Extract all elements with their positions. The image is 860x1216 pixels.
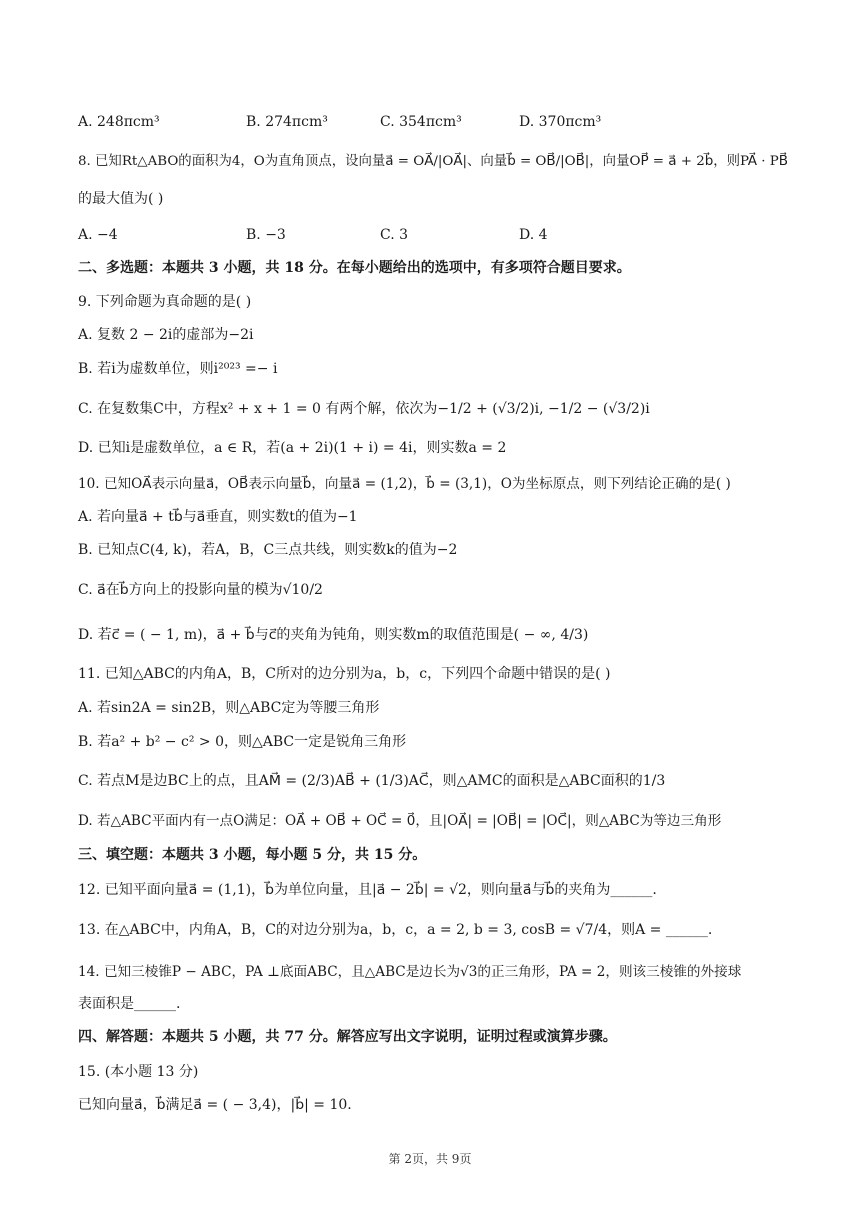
q7-option-b: B. 274πcm³: [246, 114, 328, 130]
q9-option-d: D. 已知i是虚数单位，a ∈ R，若(a + 2i)(1 + i) = 4i，则实数a = 2: [78, 440, 507, 456]
q8-stem-line2: 的最大值为( ): [78, 191, 164, 207]
q11-option-c: C. 若点M是边BC上的点，且AM⃗ = (2/3)AB⃗ + (1/3)AC⃗，则△AMC的面积是△ABC面积的1/3: [78, 773, 666, 789]
q8-option-c: C. 3: [380, 227, 409, 243]
section-4-heading: 四、解答题：本题共 5 小题，共 77 分。解答应写出文字说明，证明过程或演算步骤。: [78, 1029, 617, 1045]
q10-option-b: B. 已知点C(4, k)，若A，B，C三点共线，则实数k的值为−2: [78, 542, 458, 558]
q11-stem: 11. 已知△ABC的内角A，B，C所对的边分别为a，b，c，下列四个命题中错误的是( ): [78, 666, 611, 682]
q7-option-c: C. 354πcm³: [380, 114, 462, 130]
section-3-heading: 三、填空题：本题共 3 小题，每小题 5 分，共 15 分。: [78, 847, 427, 863]
page-footer: 第 2页，共 9页: [388, 1152, 472, 1166]
q11-option-b: B. 若a² + b² − c² > 0，则△ABC一定是锐角三角形: [78, 734, 407, 750]
q10-option-d: D. 若c⃗ = ( − 1, m)，a⃗ + b⃗与c⃗的夹角为钝角，则实数m的取值范围是( − ∞, 4/3): [78, 627, 589, 643]
q10-stem: 10. 已知OA⃗表示向量a⃗，OB⃗表示向量b⃗，向量a⃗ = (1,2)，b⃗ = (3,1)，O为坐标原点，则下列结论正确的是( ): [78, 476, 731, 492]
q11-option-d: D. 若△ABC平面内有一点O满足：OA⃗ + OB⃗ + OC⃗ = 0⃗，且|OA⃗| = |OB⃗| = |OC⃗|，则△ABC为等边三角形: [78, 813, 722, 829]
q12-stem: 12. 已知平面向量a⃗ = (1,1)，b⃗为单位向量，且|a⃗ − 2b⃗| = √2，则向量a⃗与b⃗的夹角为______.: [78, 882, 657, 898]
q9-stem: 9. 下列命题为真命题的是( ): [78, 294, 252, 310]
q7-option-a: A. 248πcm³: [78, 114, 160, 130]
section-2-heading: 二、多选题：本题共 3 小题，共 18 分。在每小题给出的选项中，有多项符合题目要求。: [78, 260, 631, 276]
q8-stem-line1: 8. 已知Rt△ABO的面积为4，O为直角顶点，设向量a⃗ = OA⃗/|OA⃗|、向量b⃗ = OB⃗/|OB⃗|，向量OP⃗ = a⃗ + 2b⃗，则PA⃗ · PB⃗: [78, 154, 788, 169]
q8-option-d: D. 4: [519, 227, 548, 243]
q15-stem: 已知向量a⃗，b⃗满足a⃗ = ( − 3,4)，|b⃗| = 10.: [78, 1097, 352, 1113]
q10-option-c: C. a⃗在b⃗方向上的投影向量的模为√10/2: [78, 582, 323, 598]
q8-option-a: A. −4: [78, 227, 118, 243]
q9-option-c: C. 在复数集C中，方程x² + x + 1 = 0 有两个解，依次为−1/2 + (√3/2)i, −1/2 − (√3/2)i: [78, 401, 650, 417]
q9-option-a: A. 复数 2 − 2i的虚部为−2i: [78, 327, 254, 343]
q9-option-b: B. 若i为虚数单位，则i²⁰²³ =− i: [78, 361, 278, 377]
q7-option-d: D. 370πcm³: [519, 114, 602, 130]
q14-stem-line2: 表面积是______.: [78, 996, 181, 1012]
q11-option-a: A. 若sin2A = sin2B，则△ABC定为等腰三角形: [78, 700, 380, 716]
q14-stem-line1: 14. 已知三棱锥P − ABC，PA ⊥底面ABC，且△ABC是边长为√3的正三角形，PA = 2，则该三棱锥的外接球: [78, 964, 742, 980]
q15-header: 15. (本小题 13 分): [78, 1064, 199, 1080]
q8-option-b: B. −3: [246, 227, 286, 243]
q10-option-a: A. 若向量a⃗ + tb⃗与a⃗垂直，则实数t的值为−1: [78, 509, 358, 525]
q13-stem: 13. 在△ABC中，内角A，B，C的对边分别为a，b，c，a = 2, b = 3, cosB = √7/4，则A = ______.: [78, 922, 713, 938]
